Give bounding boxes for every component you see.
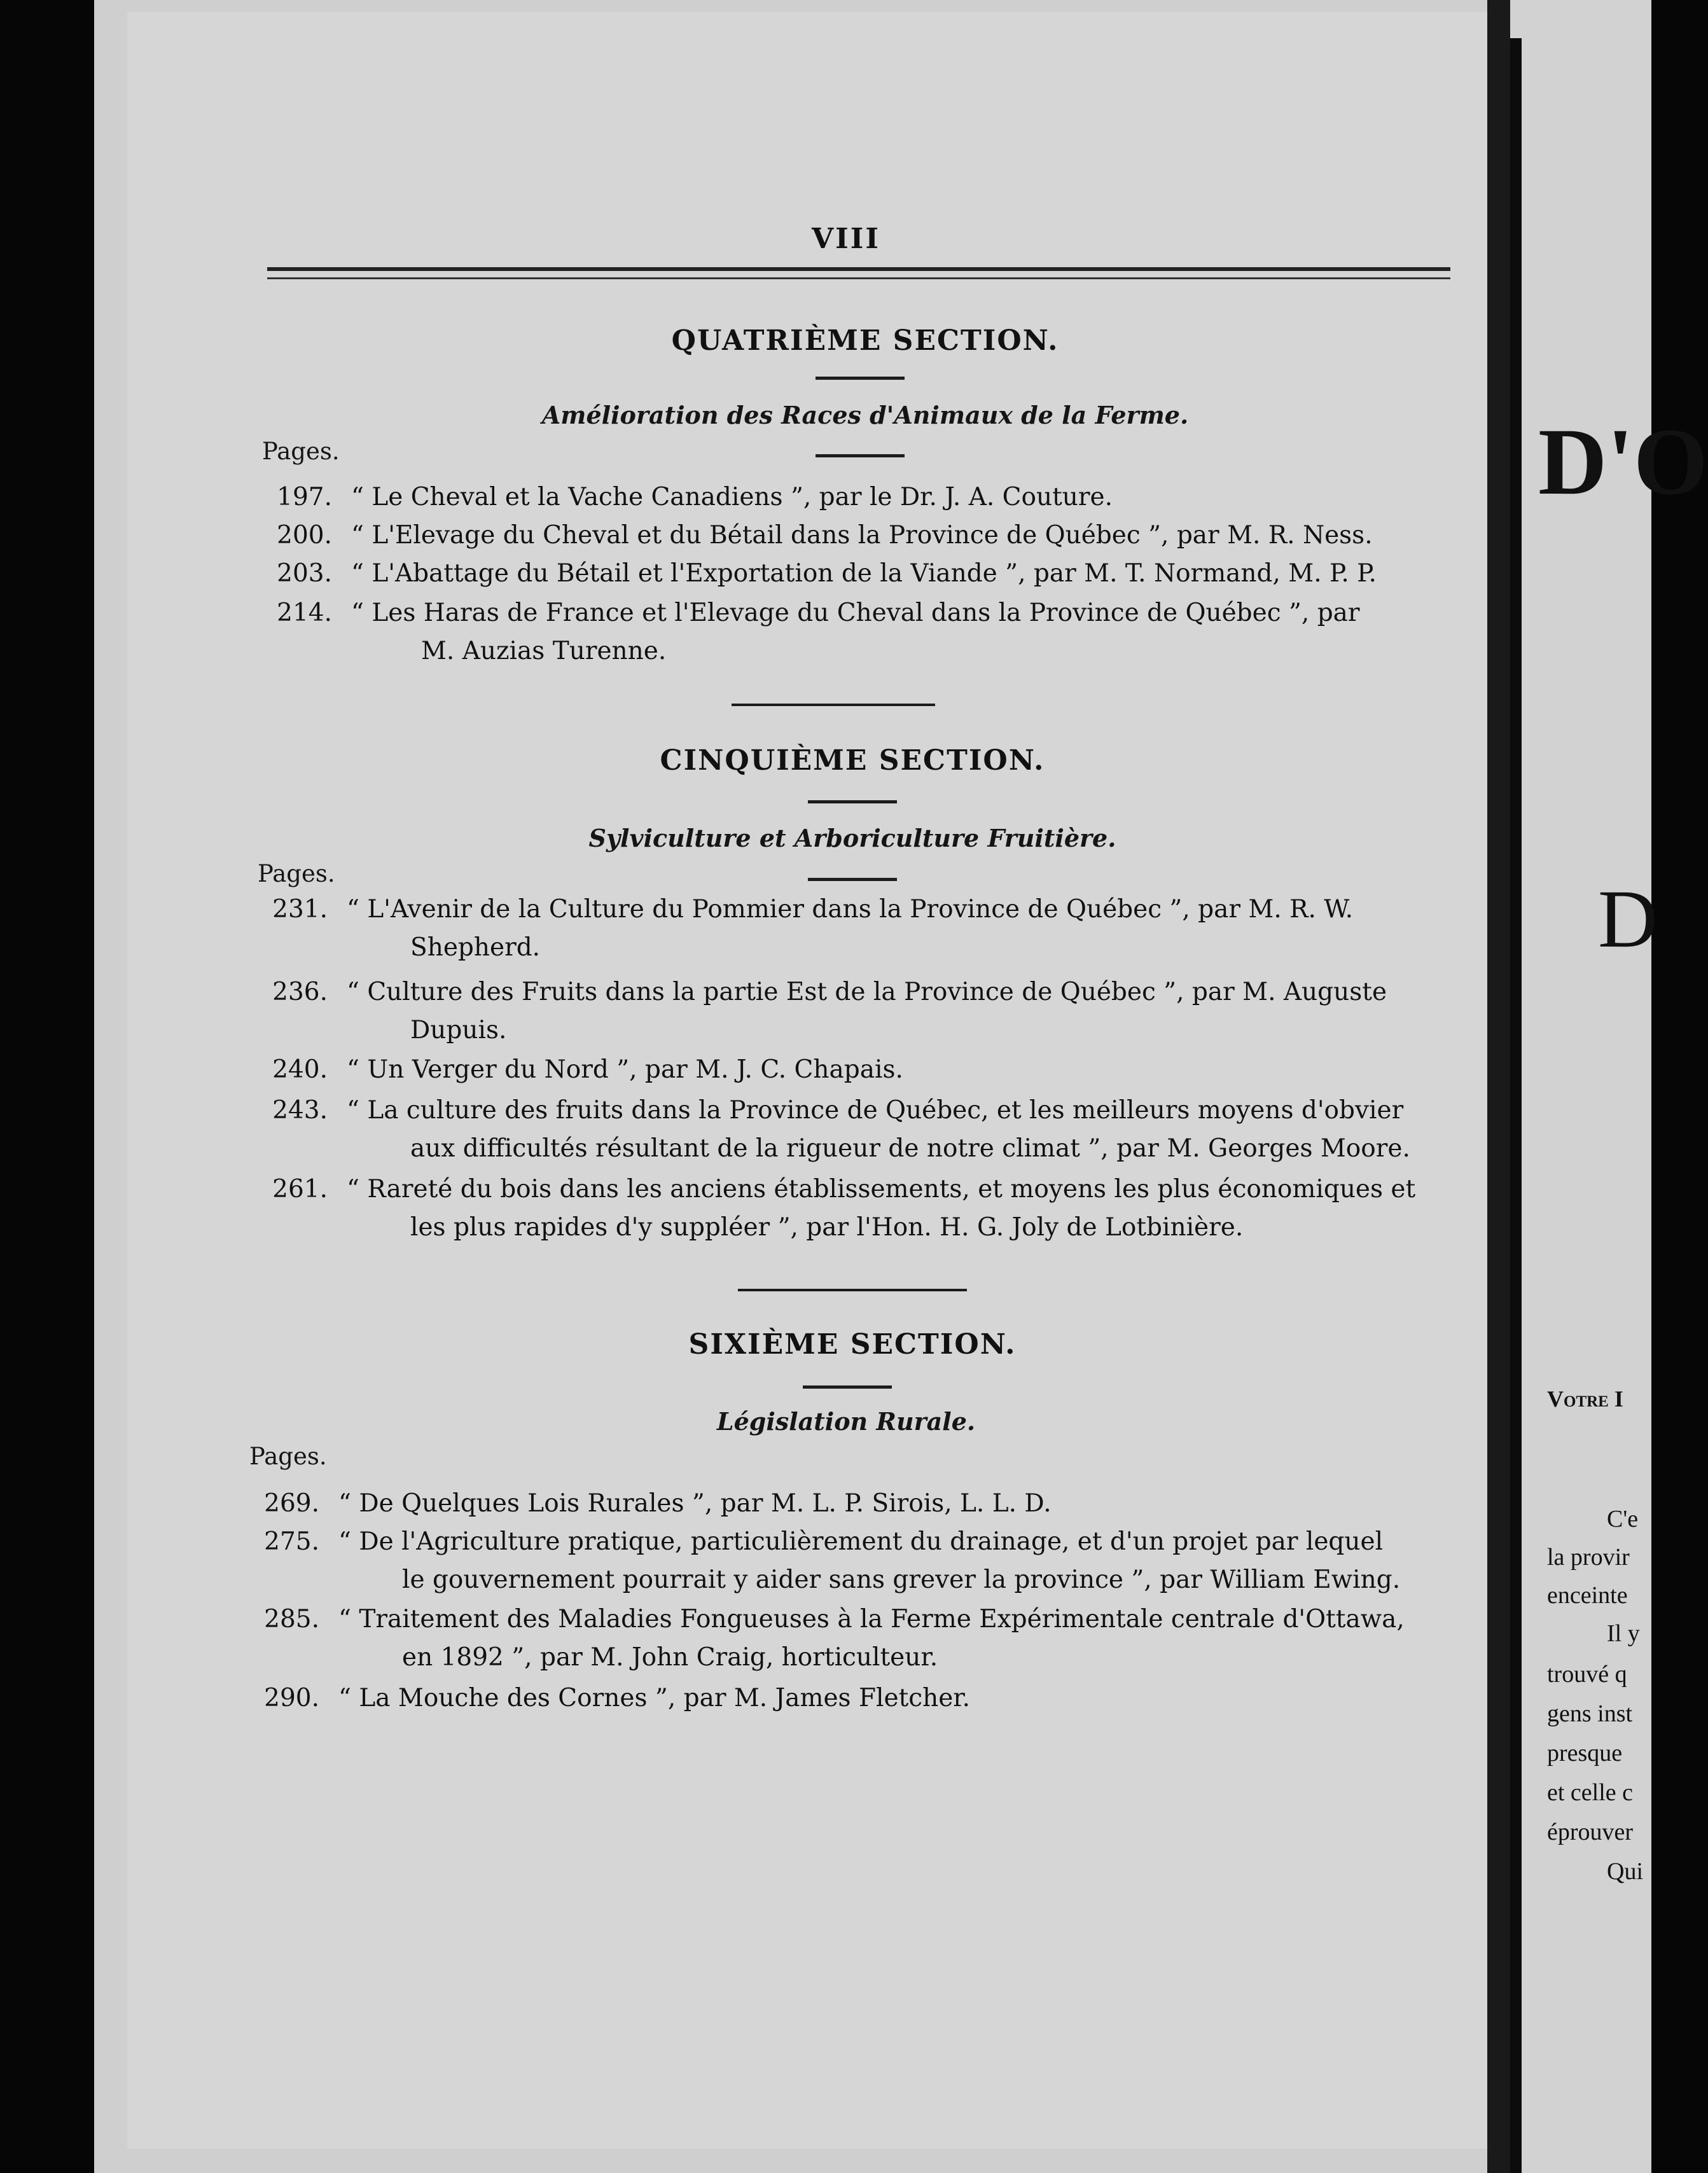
list-item [258, 1170, 1441, 1247]
entry-page: 243. [272, 1096, 328, 1125]
entry-text: “ L'Elevage du Cheval et du Bétail dans la Province de Québec ”, par M. R. Ness. [351, 521, 1373, 550]
right-page-heading-2: D [1598, 873, 1658, 965]
entry-text-continued: le gouvernement pourrait y aider sans grever la province ”, par William Ewing. [402, 1566, 1401, 1594]
right-page-line: C'e [1607, 1506, 1639, 1532]
section-subtitle-sixieme: Législation Rurale. [716, 1407, 976, 1436]
entry-text-continued: M. Auzias Turenne. [421, 637, 667, 665]
entry-text: “ Culture des Fruits dans la partie Est de la Province de Québec ”, par M. Auguste [347, 978, 1387, 1006]
section-divider [808, 800, 897, 803]
section-separator [738, 1289, 967, 1291]
entry-text-continued: Dupuis. [410, 1016, 507, 1045]
book-gutter [1487, 0, 1510, 2173]
entry-text-continued: en 1892 ”, par M. John Craig, horticulteur. [402, 1643, 938, 1672]
list-item [258, 1092, 1441, 1168]
pages-label: Pages. [249, 1443, 327, 1470]
entry-text: “ De l'Agriculture pratique, particulièrement du drainage, et d'un projet par lequel [338, 1527, 1384, 1556]
pages-label: Pages. [262, 438, 340, 465]
right-page-rule [1510, 38, 1522, 2173]
entry-page: 290. [264, 1684, 319, 1712]
right-page-line: gens inst [1547, 1700, 1633, 1727]
right-page-votre: Votre I [1547, 1386, 1623, 1412]
list-item [258, 891, 1441, 967]
section-title-sixieme: SIXIÈME SECTION. [688, 1328, 1017, 1361]
entry-page: 285. [264, 1605, 319, 1634]
section-divider [816, 377, 905, 380]
entry-text: “ L'Abattage du Bétail et l'Exportation de la Viande ”, par M. T. Normand, M. P. P. [351, 559, 1377, 588]
header-rule [267, 267, 1450, 271]
entry-page: 197. [277, 483, 332, 511]
header-rule-thin [267, 277, 1450, 279]
right-page-line: Il y [1607, 1620, 1640, 1647]
section-divider [803, 1385, 892, 1389]
right-page-line: presque [1547, 1740, 1623, 1767]
right-page-line: la provir [1547, 1544, 1630, 1571]
section-title-quatrieme: QUATRIÈME SECTION. [671, 324, 1059, 357]
right-page-heading: D'O [1538, 409, 1708, 515]
entry-text-continued: aux difficultés résultant de la rigueur de notre climat ”, par M. Georges Moore. [410, 1134, 1410, 1163]
section-divider [816, 454, 905, 457]
right-page-line: enceinte [1547, 1582, 1628, 1609]
section-separator [732, 704, 935, 706]
right-page [1510, 0, 1651, 2173]
entry-text-continued: Shepherd. [410, 933, 541, 962]
entry-text: “ Le Cheval et la Vache Canadiens ”, par le Dr. J. A. Couture. [351, 483, 1113, 511]
entry-text: “ La Mouche des Cornes ”, par M. James Fletcher. [338, 1684, 971, 1712]
list-item [262, 594, 1445, 670]
section-divider [808, 878, 897, 881]
entry-page: 236. [272, 978, 328, 1006]
entry-text: “ De Quelques Lois Rurales ”, par M. L. P. Sirois, L. L. D. [338, 1489, 1052, 1518]
entry-text-continued: les plus rapides d'y suppléer ”, par l'Hon. H. G. Joly de Lotbinière. [410, 1213, 1244, 1242]
list-item [249, 1523, 1433, 1599]
right-page-line: et celle c [1547, 1779, 1634, 1806]
page-number: VIII [812, 223, 880, 255]
entry-page: 275. [264, 1527, 319, 1556]
entry-page: 203. [277, 559, 332, 588]
list-item [258, 973, 1441, 1050]
entry-page: 200. [277, 521, 332, 550]
entry-text: “ Un Verger du Nord ”, par M. J. C. Chapais. [347, 1055, 903, 1084]
entry-text: “ Traitement des Maladies Fongueuses à la Ferme Expérimentale centrale d'Ottawa, [338, 1605, 1405, 1634]
section-subtitle-quatrieme: Amélioration des Races d'Animaux de la Ferme. [541, 401, 1189, 429]
right-page-line: trouvé q [1547, 1661, 1627, 1688]
entry-page: 240. [272, 1055, 328, 1084]
pages-label: Pages. [258, 860, 335, 887]
list-item [249, 1600, 1433, 1677]
section-subtitle-cinquieme: Sylviculture et Arboriculture Fruitière. [588, 824, 1116, 852]
entry-page: 231. [272, 895, 328, 924]
right-page-line: Qui [1607, 1858, 1643, 1885]
entry-page: 214. [277, 599, 332, 627]
entry-text: “ Rareté du bois dans les anciens établissements, et moyens les plus économiques et [347, 1175, 1416, 1204]
entry-text: “ Les Haras de France et l'Elevage du Cheval dans la Province de Québec ”, par [351, 599, 1360, 627]
right-page-line: éprouver [1547, 1819, 1634, 1845]
section-title-cinquieme: CINQUIÈME SECTION. [660, 744, 1045, 777]
entry-text: “ L'Avenir de la Culture du Pommier dans la Province de Québec ”, par M. R. W. [347, 895, 1353, 924]
entry-page: 261. [272, 1175, 328, 1204]
entry-text: “ La culture des fruits dans la Province de Québec, et les meilleurs moyens d'obvier [347, 1096, 1404, 1125]
entry-page: 269. [264, 1489, 319, 1518]
